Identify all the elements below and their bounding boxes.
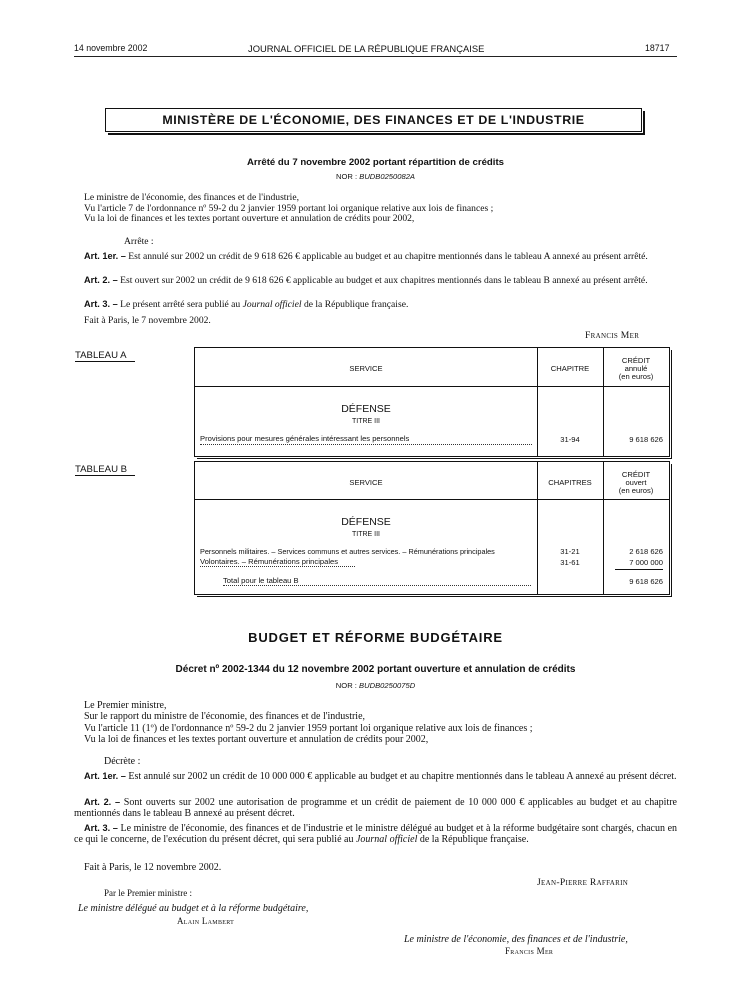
arrete-article-3 xyxy=(74,299,677,311)
row-chapitre: 31-61 xyxy=(560,558,580,567)
article-text: de la République française. xyxy=(419,834,529,846)
tableau-b-label: TABLEAU B xyxy=(75,464,135,476)
header-divider xyxy=(195,499,669,500)
decret-article-2 xyxy=(74,797,677,820)
credit-header-line: (en euros) xyxy=(618,486,654,495)
preamble-line: Vu l'article 7 de l'ordonnance nº 59-2 du 2 janvier 1959 portant loi organique relative aux lois de finances ; xyxy=(84,202,494,214)
article-text: Sont ouverts sur 2002 une autorisation de programme et un crédit de paiement de 10 000 000 € applicables au budget et au chapitre mentionnés dans le tableau B annexé au présent décret. xyxy=(74,797,678,820)
nor-label: NOR : xyxy=(336,172,358,181)
article-label: Art. 1er. – xyxy=(84,771,126,781)
article-text: Le présent arrêté sera publié au xyxy=(120,299,241,310)
section-defense: DÉFENSE xyxy=(341,516,391,528)
article-label: Art. 1er. – xyxy=(84,251,126,261)
arrete-nor xyxy=(74,172,677,181)
article-text: Est annulé sur 2002 un crédit de 9 618 626 € applicable au budget et au chapitre mentionnés dans le tableau A annexé au présent arrêté. xyxy=(128,251,648,262)
credit-header-line: (en euros) xyxy=(618,372,654,381)
arrete-preamble xyxy=(74,193,677,225)
table-row xyxy=(200,557,355,567)
table-row xyxy=(200,434,532,445)
section-defense: DÉFENSE xyxy=(341,403,391,415)
column-header-chapitre: CHAPITRE xyxy=(550,364,590,373)
article-label: Art. 2. – xyxy=(84,797,121,807)
article-label: Art. 3. – xyxy=(84,823,118,833)
total-row xyxy=(223,576,531,586)
ministry-heading: MINISTÈRE DE L'ÉCONOMIE, DES FINANCES ET DE L'INDUSTRIE xyxy=(105,108,642,132)
subtotal-rule xyxy=(615,569,663,570)
section-heading: BUDGET ET RÉFORME BUDGÉTAIRE xyxy=(248,630,503,645)
minister-economie-title xyxy=(404,934,628,945)
tableau-a xyxy=(194,347,670,457)
preamble-line: Sur le rapport du ministre de l'économie, des finances et de l'industrie, xyxy=(84,711,366,723)
preamble-line: Vu la loi de finances et les textes portant ouverture et annulation de crédits pour 2002, xyxy=(84,213,415,225)
total-label: Total pour le tableau B xyxy=(223,576,299,585)
row-chapitre: 31-94 xyxy=(560,435,580,444)
titre-label: TITRE III xyxy=(352,418,380,425)
nor-code: BUDB0250075D xyxy=(359,681,416,690)
journal-name: Journal officiel xyxy=(242,299,302,310)
article-label: Art. 2. – xyxy=(84,275,118,285)
row-credit: 9 618 626 xyxy=(629,435,663,444)
article-text: de la République française. xyxy=(303,299,409,310)
credit-header-line: CRÉDIT xyxy=(621,470,651,479)
preamble-line: Le Premier ministre, xyxy=(84,700,167,711)
total-credit: 9 618 626 xyxy=(629,577,663,586)
minister-economie-name: Francis Mer xyxy=(505,946,554,956)
column-header-credit xyxy=(603,357,669,381)
minister-economie-text: Le ministre de l'économie, des finances et de l'industrie, xyxy=(404,934,628,945)
arrete-article-1 xyxy=(74,251,677,263)
minister-delegue-name: Alain Lambert xyxy=(177,916,235,926)
column-header-credit xyxy=(603,471,669,495)
row-label: Volontaires. – Rémunérations principales xyxy=(200,557,339,566)
decret-article-3 xyxy=(74,823,677,846)
minister-delegue-title xyxy=(78,903,308,914)
decret-signature-pm: Jean-Pierre Raffarin xyxy=(537,877,629,888)
row-credit: 7 000 000 xyxy=(629,558,663,567)
tableau-a-label: TABLEAU A xyxy=(75,350,135,362)
table-row xyxy=(200,547,537,556)
credit-header-line: ouvert xyxy=(625,478,647,487)
header-rule xyxy=(74,56,677,57)
header-date: 14 novembre 2002 xyxy=(74,43,148,53)
preamble-line: Vu l'article 11 (1º) de l'ordonnance nº 59-2 du 2 janvier 1959 portant loi organique relative aux lois de finances ; xyxy=(84,722,533,734)
article-text: Est ouvert sur 2002 un crédit de 9 618 626 € applicable au budget et aux chapitres mentionnés dans le tableau B annexé au présent arrêté. xyxy=(120,275,648,286)
minister-delegue-text: Le ministre délégué au budget et à la réforme budgétaire, xyxy=(78,903,309,914)
row-label: Personnels militaires. – Services communs et autres services. – Rémunérations principales xyxy=(200,547,495,556)
preamble-line: Le ministre de l'économie, des finances et de l'industrie, xyxy=(84,192,299,203)
decret-nor xyxy=(74,681,677,690)
arrete-word: Arrête : xyxy=(124,236,154,247)
row-label: Provisions pour mesures générales intéressant les personnels xyxy=(200,434,410,443)
arrete-signature: Francis Mer xyxy=(585,330,640,341)
column-header-chapitres: CHAPITRES xyxy=(548,478,592,487)
decret-done-at: Fait à Paris, le 12 novembre 2002. xyxy=(84,862,222,873)
credit-header-line: annulé xyxy=(624,364,648,373)
nor-code: BUDB0250082A xyxy=(359,172,415,181)
tableau-b xyxy=(194,461,670,595)
header-journal-title: JOURNAL OFFICIEL DE LA RÉPUBLIQUE FRANÇAISE xyxy=(248,43,485,54)
arrete-article-2 xyxy=(74,275,677,287)
arrete-title: Arrêté du 7 novembre 2002 portant répartition de crédits xyxy=(247,157,504,168)
row-chapitre: 31-21 xyxy=(560,547,580,556)
header-divider xyxy=(195,386,669,387)
decret-preamble xyxy=(74,700,677,745)
decrete-word: Décrète : xyxy=(104,756,141,767)
preamble-line: Vu la loi de finances et les textes portant ouverture et annulation de crédits pour 2002, xyxy=(84,733,429,745)
titre-label: TITRE III xyxy=(352,531,380,538)
row-credit: 2 618 626 xyxy=(629,547,663,556)
column-header-service: SERVICE xyxy=(349,478,383,487)
journal-name: Journal officiel xyxy=(355,834,418,846)
arrete-done-at: Fait à Paris, le 7 novembre 2002. xyxy=(84,315,211,326)
credit-header-line: CRÉDIT xyxy=(621,356,651,365)
decret-article-1 xyxy=(74,771,677,782)
article-label: Art. 3. – xyxy=(84,299,118,309)
par-le-premier-ministre: Par le Premier ministre : xyxy=(104,888,192,898)
decret-title: Décret nº 2002-1344 du 12 novembre 2002 portant ouverture et annulation de crédits xyxy=(175,664,576,675)
article-text: Le ministre de l'économie, des finances et de l'industrie et le ministre délégué au budget et à la réforme budgétaire sont chargés, chacun en ce qui le concerne, de l'exécution du présent décret, qui sera publié au xyxy=(74,823,678,846)
article-text: Est annulé sur 2002 un crédit de 10 000 000 € applicable au budget et au chapitre mentionnés dans le tableau A annexé au présent décret. xyxy=(128,771,677,782)
header-page-number: 18717 xyxy=(645,43,670,53)
column-header-service: SERVICE xyxy=(349,364,383,373)
nor-label: NOR : xyxy=(335,681,357,690)
